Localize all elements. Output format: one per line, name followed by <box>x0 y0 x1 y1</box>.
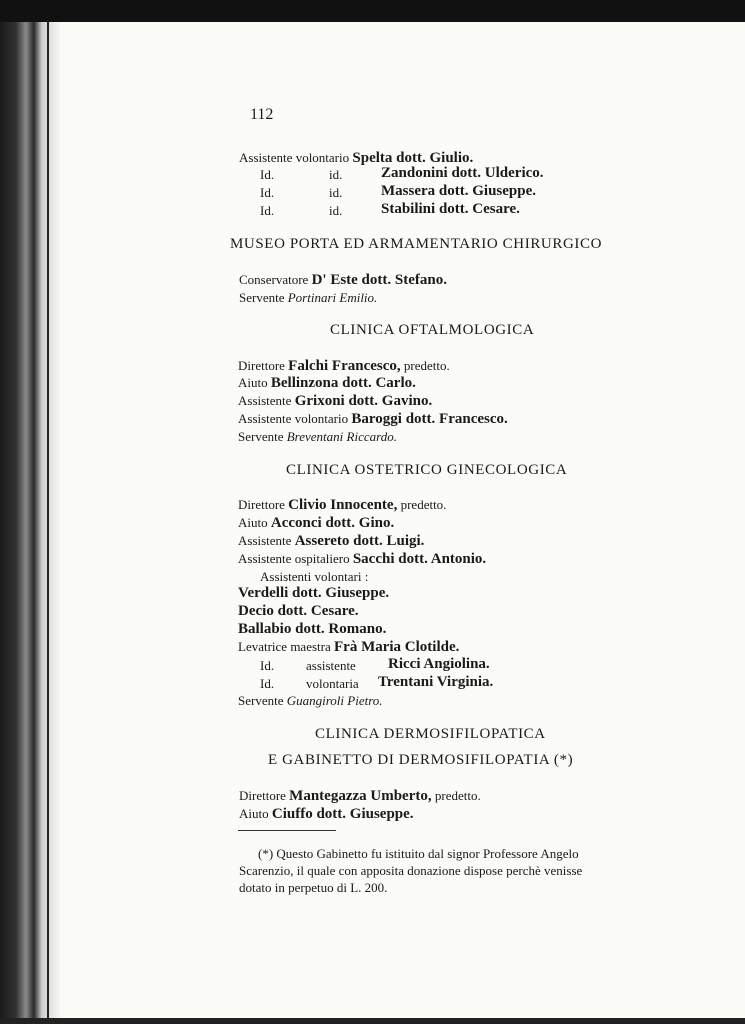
footnote-rule <box>238 830 336 831</box>
staff-line <box>238 533 424 550</box>
id-abbrev: id. <box>329 203 343 218</box>
staff-line <box>329 203 342 219</box>
footnote-line: dotato in perpetuo di L. 200. <box>239 880 388 895</box>
staff-line <box>381 165 544 182</box>
staff-line <box>329 167 342 183</box>
staff-name: Portinari Emilio. <box>287 290 378 305</box>
id-abbrev: id. <box>329 185 343 200</box>
staff-line <box>238 515 394 532</box>
staff-line <box>239 806 414 823</box>
section-heading: CLINICA OFTALMOLOGICA <box>330 322 535 338</box>
staff-line <box>239 272 447 289</box>
id-abbrev: Id. <box>260 676 275 691</box>
page-number: 112 <box>250 106 274 123</box>
staff-name: Falchi Francesco, <box>288 358 401 374</box>
role: Assistente <box>238 393 292 408</box>
role: Servente <box>238 693 284 708</box>
staff-line <box>238 358 450 375</box>
staff-name: Acconci dott. Gino. <box>270 515 395 531</box>
staff-line <box>329 185 342 201</box>
staff-line <box>381 201 520 218</box>
spine-edge <box>47 0 49 1024</box>
role: Aiuto <box>238 515 268 530</box>
staff-name: Verdelli dott. Giuseppe. <box>238 585 390 601</box>
staff-name: Ciuffo dott. Giuseppe. <box>271 806 414 822</box>
id-abbrev: Id. <box>260 658 275 673</box>
staff-line <box>238 639 459 656</box>
role: assistente <box>306 658 356 673</box>
role: Assistente ospitaliero <box>238 551 350 566</box>
staff-name: Assereto dott. Luigi. <box>294 533 425 549</box>
section-heading: CLINICA OSTETRICO GINECOLOGICA <box>286 462 568 478</box>
staff-line <box>260 185 274 201</box>
role: Conservatore <box>239 272 309 287</box>
staff-line <box>238 429 397 445</box>
staff-name: Frà Maria Clotilde. <box>334 639 460 655</box>
staff-name: Decio dott. Cesare. <box>238 603 359 619</box>
staff-name: Spelta dott. Giulio. <box>352 150 474 166</box>
staff-name: Stabilini dott. Cesare. <box>381 201 520 217</box>
subheading: Assistenti volontari : <box>260 569 369 584</box>
note: predetto. <box>400 497 447 512</box>
staff-line <box>238 411 508 428</box>
staff-name: Trentani Virginia. <box>378 674 494 690</box>
staff-name: Bellinzona dott. Carlo. <box>270 375 416 391</box>
role: Assistente volontario <box>239 150 350 165</box>
staff-line <box>260 203 274 219</box>
role: Direttore <box>238 358 285 373</box>
role: Assistente volontario <box>238 411 349 426</box>
note: predetto. <box>434 788 481 803</box>
staff-name: Zandonini dott. Ulderico. <box>381 165 544 181</box>
id-abbrev: Id. <box>260 167 275 182</box>
id-abbrev: Id. <box>260 185 275 200</box>
role: Servente <box>239 290 285 305</box>
staff-name: Clivio Innocente, <box>288 497 398 513</box>
role: Direttore <box>238 497 285 512</box>
staff-name: Sacchi dott. Antonio. <box>352 551 487 567</box>
id-abbrev: Id. <box>260 203 275 218</box>
section-heading: CLINICA DERMOSIFILOPATICA <box>315 726 546 742</box>
staff-name: Grixoni dott. Gavino. <box>294 393 433 409</box>
footnote-line: Scarenzio, il quale con apposita donazione dispose perchè venisse <box>239 863 583 878</box>
footnote-line: (*) Questo Gabinetto fu istituito dal signor Professore Angelo <box>258 846 579 861</box>
note: predetto. <box>403 358 450 373</box>
staff-line <box>260 167 274 183</box>
staff-line <box>238 693 383 709</box>
scan-bottom-edge <box>0 1018 745 1024</box>
staff-line <box>238 497 446 514</box>
section-heading: MUSEO PORTA ED ARMAMENTARIO CHIRURGICO <box>230 236 603 252</box>
staff-name: Ballabio dott. Romano. <box>238 621 387 637</box>
staff-line <box>238 375 416 392</box>
role: Direttore <box>239 788 286 803</box>
id-abbrev: id. <box>329 167 343 182</box>
staff-name: Guangiroli Pietro. <box>286 693 383 708</box>
book-spine <box>0 0 60 1024</box>
scan-top-edge <box>0 0 745 22</box>
staff-line <box>239 290 377 306</box>
role: volontaria <box>306 676 359 691</box>
staff-name: Breventani Riccardo. <box>286 429 397 444</box>
staff-name: Baroggi dott. Francesco. <box>351 411 508 427</box>
staff-line <box>238 393 432 410</box>
role: Assistente <box>238 533 292 548</box>
role: Levatrice maestra <box>238 639 331 654</box>
staff-name: Mantegazza Umberto, <box>289 788 432 804</box>
role: Aiuto <box>239 806 269 821</box>
section-heading: E GABINETTO DI DERMOSIFILOPATIA (*) <box>268 752 574 768</box>
role: Servente <box>238 429 284 444</box>
staff-line <box>238 551 486 568</box>
staff-name: Massera dott. Giuseppe. <box>381 183 536 199</box>
role: Aiuto <box>238 375 268 390</box>
staff-line <box>381 183 536 200</box>
staff-name: Ricci Angiolina. <box>388 656 490 672</box>
staff-line <box>239 788 481 805</box>
staff-name: D' Este dott. Stefano. <box>311 272 447 288</box>
